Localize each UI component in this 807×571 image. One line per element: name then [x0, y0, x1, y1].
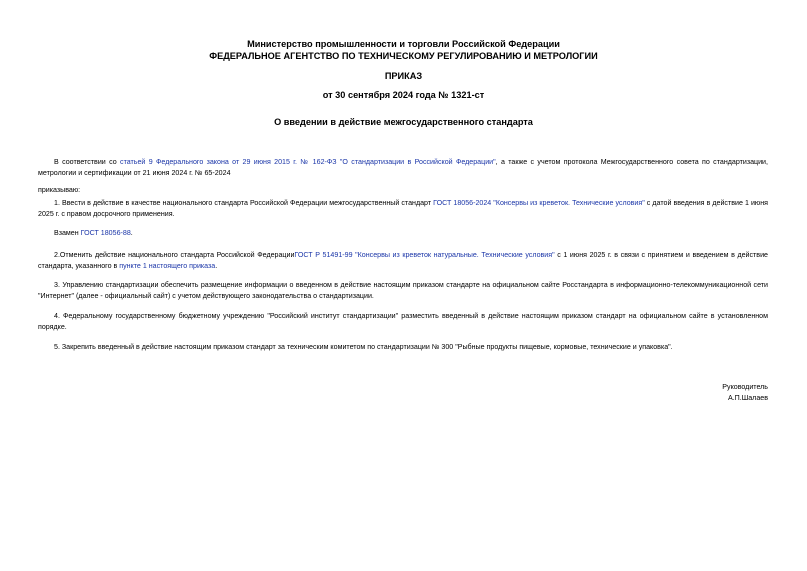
item-2-text-cont: с 1 июня 2025 г. в связи с принятием и введением в действие стандарта, указанного в — [38, 251, 768, 270]
item-1-reference-link[interactable]: пункте 1 настоящего приказа — [119, 261, 216, 270]
federal-law-link[interactable]: статьей 9 Федерального закона от 29 июня 2015 г. № 162-ФЗ "О стандартизации в Российской Федерации" — [120, 158, 496, 166]
item-2-text: 2.Отменить действие национального стандарта Российской Федерации — [54, 251, 295, 259]
document-date-number: от 30 сентября 2024 года № 1321-ст — [322, 90, 485, 100]
item-1-text-cont: с датой введения в действие 1 июня 2025 г. с правом досрочного применения. — [38, 199, 768, 218]
agency-name: ФЕДЕРАЛЬНОЕ АГЕНТСТВО ПО ТЕХНИЧЕСКОМУ РЕГУЛИРОВАНИЮ И МЕТРОЛОГИИ — [209, 51, 598, 61]
replace-text: Взамен — [54, 229, 81, 237]
signatory-title: Руководитель — [722, 383, 768, 391]
item-2-text-end: . — [215, 261, 218, 270]
item-4-paragraph: 4. Федеральному государственному бюджетному учреждению "Российский институт стандартизации" разместить введенный в действие настоящим приказом стандарт на официальном сайте в установленном порядке. — [38, 312, 768, 331]
gost-18056-88-link[interactable]: ГОСТ 18056-88 — [80, 229, 131, 237]
signatory-name: А.П.Шалаев — [727, 394, 768, 402]
ministry-name: Министерство промышленности и торговли Российской Федерации — [247, 39, 560, 49]
preamble-text-cont: , а также с учетом протокола Межгосударственного совета по стандартизации, метрологии и сертификации от 21 июня 2024 г. № 65-2024 — [38, 158, 768, 177]
preamble-paragraph — [38, 157, 768, 178]
gost-r-51491-99-link[interactable]: ГОСТ Р 51491-99 "Консервы из креветок натуральные. Технические условия" — [294, 251, 555, 259]
gost-18056-2024-link[interactable]: ГОСТ 18056-2024 "Консервы из креветок. Технические условия" — [433, 199, 645, 207]
order-word: приказываю: — [38, 186, 81, 194]
document-subject: О введении в действие межгосударственного стандарта — [274, 117, 533, 127]
replace-text-end: . — [130, 229, 133, 237]
item-2-paragraph — [38, 250, 768, 271]
item-1-text: 1. Ввести в действие в качестве национального стандарта Российской Федерации межгосударственный стандарт — [54, 199, 434, 207]
item-3-paragraph: 3. Управлению стандартизации обеспечить размещение информации о введенном в действие настоящим приказом стандарте на официальном сайте Росстандарта в информационно-телекоммуникационной сети "Интернет" (далее - официальный сайт) с учетом действующего законодательства о стандартизации. — [38, 281, 768, 300]
item-5-paragraph: 5. Закрепить введенный в действие настоящим приказом стандарт за техническим комитетом по стандартизации № 300 "Рыбные продукты пищевые, кормовые, технические и упаковка". — [54, 343, 673, 351]
item-1-paragraph — [38, 198, 768, 219]
replace-paragraph — [38, 228, 768, 239]
document-type: ПРИКАЗ — [384, 71, 423, 81]
preamble-text: В соответствии со — [54, 158, 121, 166]
